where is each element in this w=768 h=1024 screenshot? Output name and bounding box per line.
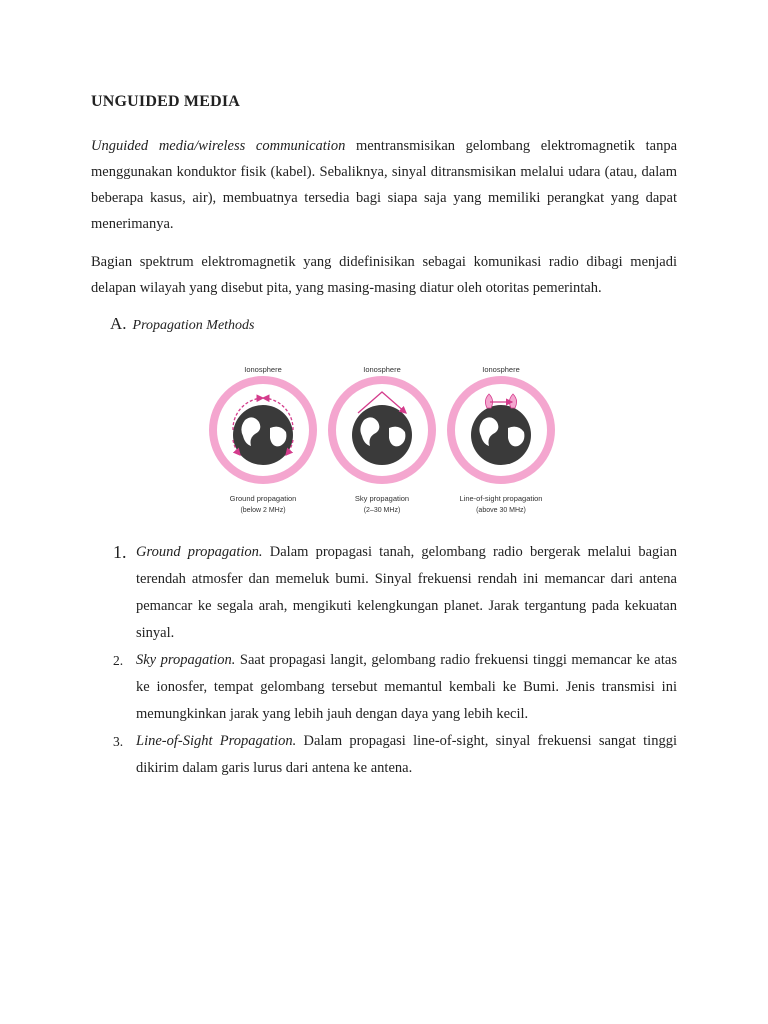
panel-sky-top-label: Ionosphere xyxy=(363,365,401,374)
panel-ground xyxy=(213,365,313,514)
propagation-list xyxy=(91,539,677,782)
propagation-diagram xyxy=(200,358,570,523)
section-heading-text: Propagation Methods xyxy=(132,318,255,333)
propagation-figure xyxy=(200,358,570,523)
list-item-text: Saat propagasi langit, gelombang radio frekuensi tinggi memancar ke atas ke ionosfer, tempat gelombang tersebut memantul kembali ke Bumi. Jenis transmisi ini memungkinkan jarak yang lebih jauh dengan daya yang lebih kecil. xyxy=(136,652,677,722)
list-item xyxy=(91,728,677,782)
list-item-italic-lead: Line-of-Sight Propagation. xyxy=(136,733,297,749)
panel-los-subcaption: (above 30 MHz) xyxy=(476,507,526,514)
list-item-italic-lead: Ground propagation. xyxy=(136,544,263,560)
list-item-text: Dalam propagasi line-of-sight, sinyal frekuensi sangat tinggi dikirim dalam garis lurus dari antena ke antena. xyxy=(136,733,677,776)
list-item-number: 1. xyxy=(113,542,127,562)
panel-sky xyxy=(332,365,432,514)
intro-italic-lead: Unguided media/wireless communication xyxy=(91,138,346,154)
panel-ground-subcaption: (below 2 MHz) xyxy=(240,507,286,514)
list-item-text: Dalam propagasi tanah, gelombang radio bergerak melalui bagian terendah atmosfer dan memeluk bumi. Sinyal frekuensi rendah ini memancar dari antena pemancar ke segala arah, mengikuti kelengkungan planet. Jarak tergantung pada kekuatan sinyal. xyxy=(136,544,677,641)
panel-sky-caption: Sky propagation xyxy=(354,494,410,503)
list-item-number: 3. xyxy=(113,734,124,749)
panel-ground-top-label: Ionosphere xyxy=(244,365,282,374)
section-heading xyxy=(110,314,255,334)
list-item-number: 2. xyxy=(113,653,124,668)
panel-sky-subcaption: (2–30 MHz) xyxy=(363,507,401,514)
panel-los-top-label: Ionosphere xyxy=(482,365,520,374)
panel-ground-caption: Ground propagation xyxy=(229,494,297,503)
spectrum-paragraph: Bagian spektrum elektromagnetik yang didefinisikan sebagai komunikasi radio dibagi menjadi delapan wilayah yang disebut pita, yang masing-masing diatur oleh otoritas pemerintah. xyxy=(91,254,677,296)
page-title: UNGUIDED MEDIA xyxy=(91,93,241,110)
list-item-italic-lead: Sky propagation. xyxy=(136,652,236,668)
list-item xyxy=(91,647,677,728)
panel-los-caption: Line-of-sight propagation xyxy=(459,494,543,503)
intro-text: mentransmisikan gelombang elektromagnetik tanpa menggunakan konduktor fisik (kabel). Sebaliknya, sinyal ditransmisikan melalui udara (atau, dalam beberapa kasus, air), membuatnya tersedia bagi siapa saja yang memiliki perangkat yang dapat menerimanya. xyxy=(91,138,677,232)
section-letter: A. xyxy=(110,314,127,333)
list-item xyxy=(91,539,677,647)
panel-line-of-sight xyxy=(451,365,551,514)
intro-paragraph xyxy=(91,133,677,237)
